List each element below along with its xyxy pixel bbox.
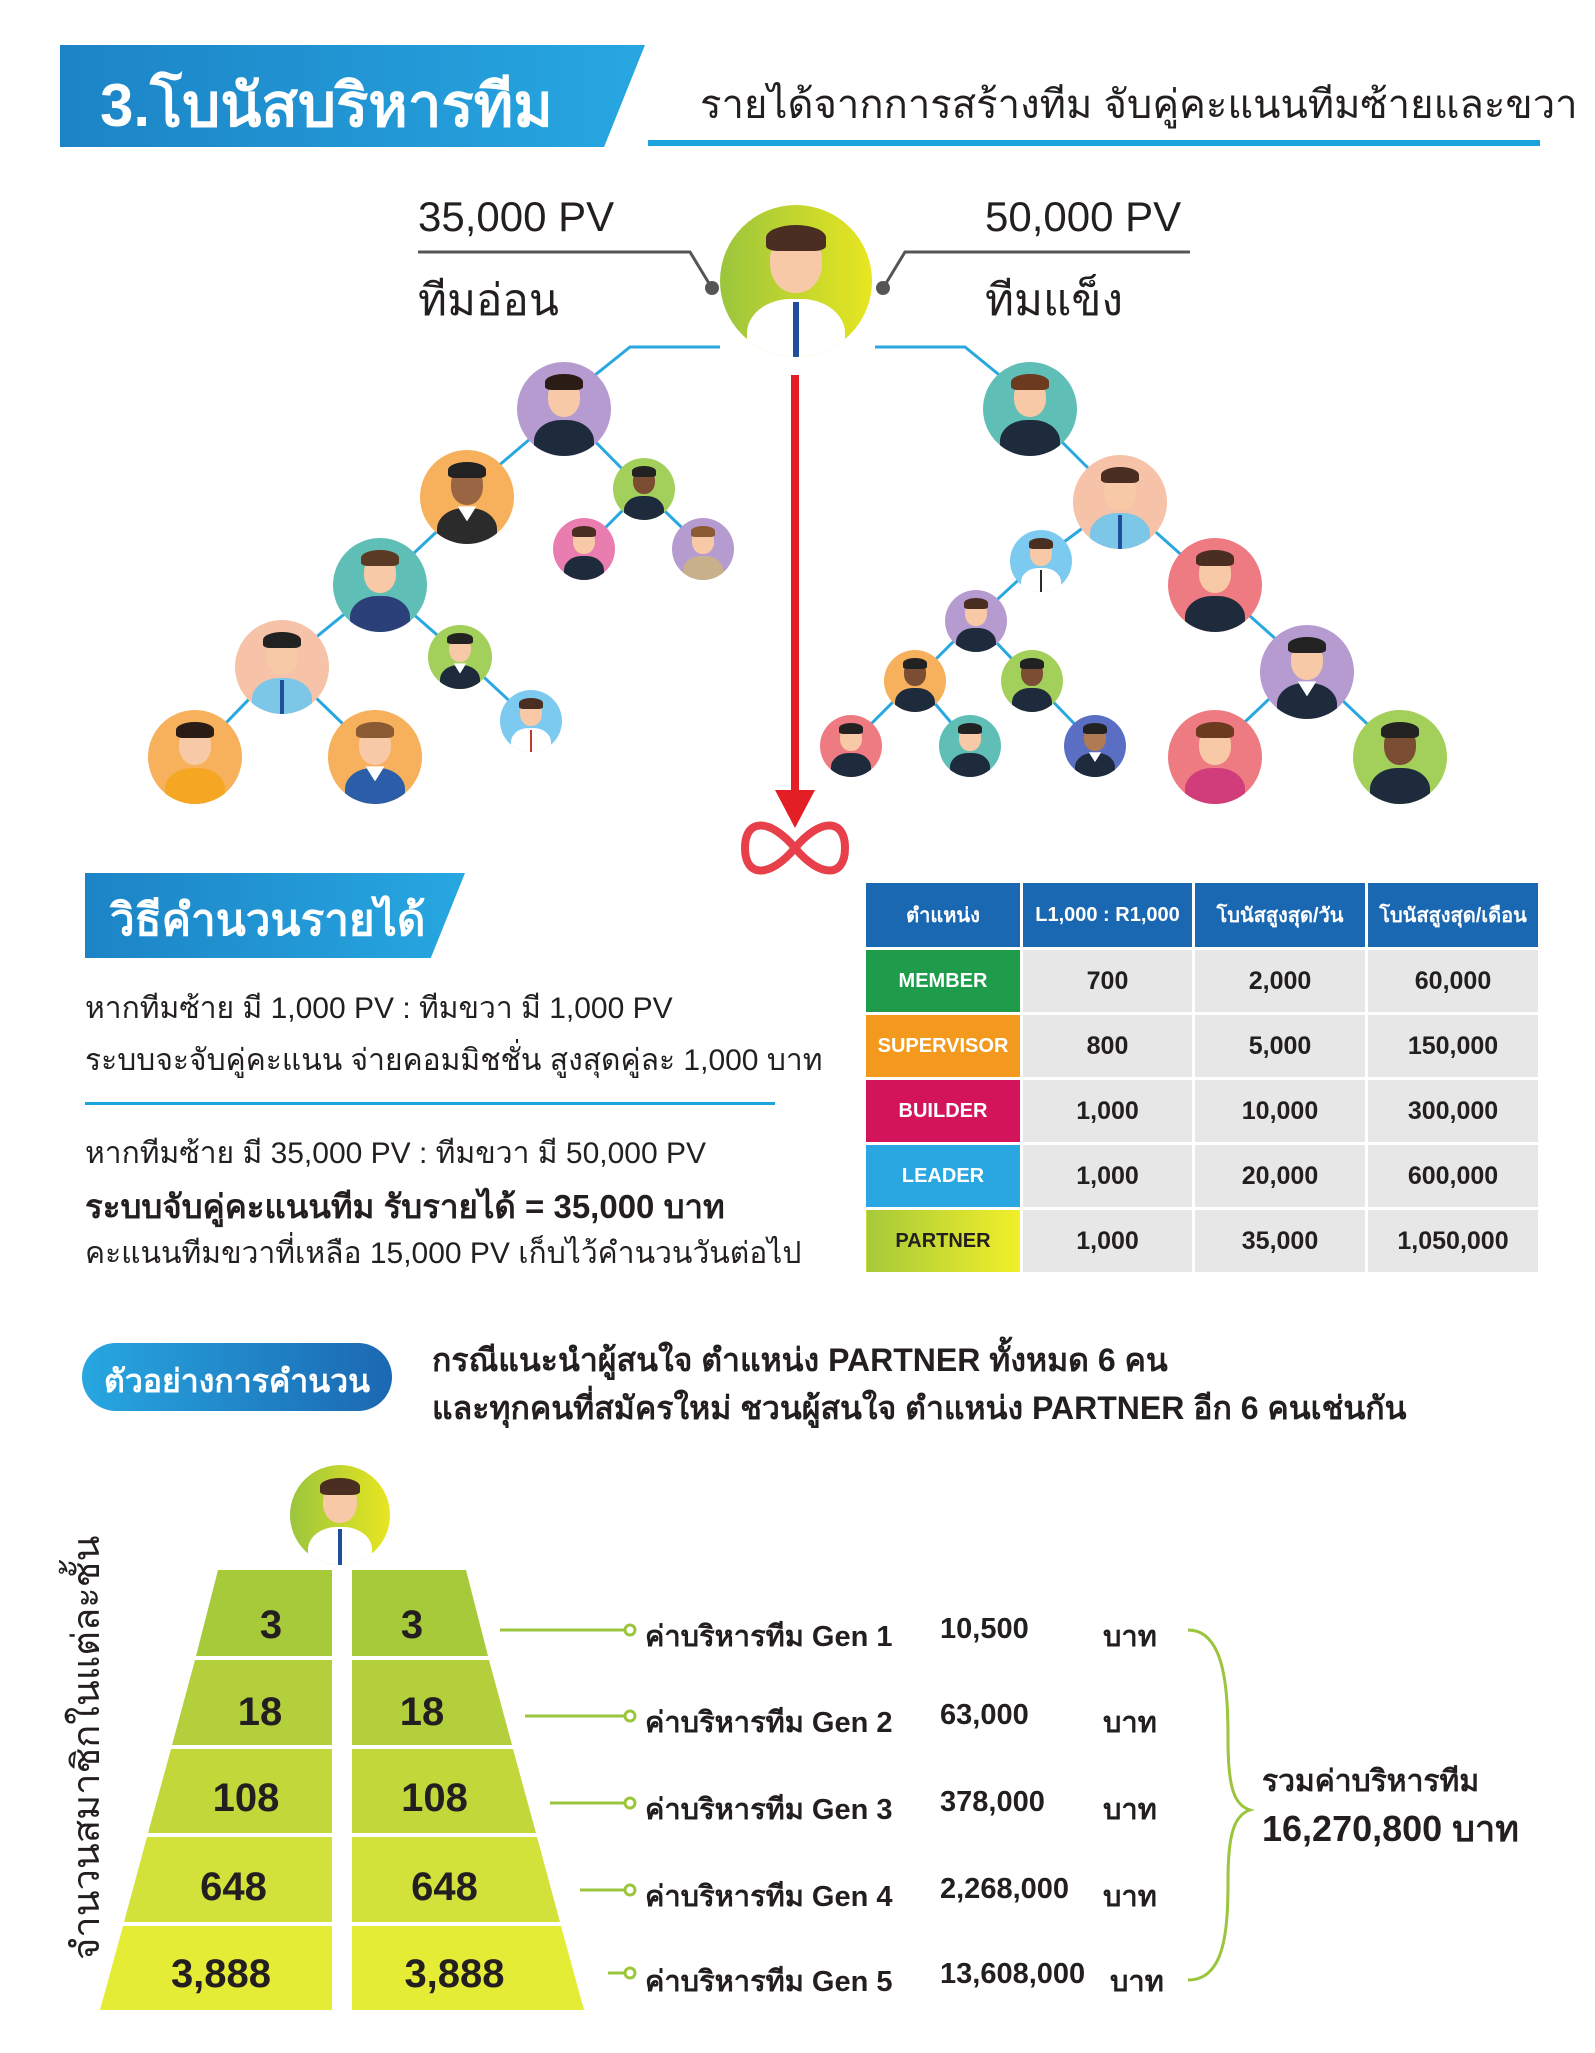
member-avatar — [945, 590, 1007, 652]
leader-avatar — [720, 205, 872, 357]
member-avatar — [428, 625, 492, 689]
member-avatar — [235, 620, 329, 714]
pyramid-right-level-3: 108 — [401, 1776, 468, 1820]
pair-bonus-cell: 800 — [1022, 1014, 1194, 1079]
member-avatar — [553, 518, 615, 580]
rank-cell: BUILDER — [865, 1079, 1022, 1144]
col-header-day: โบนัสสูงสุด/วัน — [1194, 882, 1367, 949]
member-avatar — [1010, 530, 1072, 592]
total-value: 16,270,800 บาท — [1262, 1808, 1519, 1849]
member-avatar — [884, 650, 946, 712]
member-avatar — [613, 458, 675, 520]
member-avatar — [1064, 715, 1126, 777]
pyramid-left-level-2: 18 — [237, 1690, 283, 1734]
gen-1-unit: บาท — [1103, 1621, 1157, 1653]
table-row — [865, 1014, 1540, 1079]
pair-bonus-cell: 700 — [1022, 949, 1194, 1014]
table-row — [865, 1144, 1540, 1209]
pyramid-left-level-1: 3 — [259, 1603, 283, 1647]
gen-1-label: ค่าบริหารทีม Gen 1 — [645, 1621, 893, 1653]
table-row — [865, 949, 1540, 1014]
member-avatar — [672, 518, 734, 580]
col-header-pair: L1,000 : R1,000 — [1022, 882, 1194, 949]
month-bonus-cell: 600,000 — [1367, 1144, 1540, 1209]
gen-5-value: 13,608,000 — [940, 1958, 1086, 1990]
example-pill-label: ตัวอย่างการคำนวน — [104, 1363, 370, 1399]
rank-cell: PARTNER — [865, 1209, 1022, 1274]
pair-bonus-cell: 1,000 — [1022, 1079, 1194, 1144]
gen-3-label: ค่าบริหารทีม Gen 3 — [645, 1794, 893, 1826]
pyramid-right-level-2: 18 — [399, 1690, 445, 1734]
method-line-5: คะแนนทีมขวาที่เหลือ 15,000 PV เก็บไว้คำนวนวันต่อไป — [85, 1237, 802, 1270]
gen-2-label: ค่าบริหารทีม Gen 2 — [645, 1707, 893, 1739]
day-bonus-cell: 35,000 — [1194, 1209, 1367, 1274]
rank-cell: SUPERVISOR — [865, 1014, 1022, 1079]
gen-4-value: 2,268,000 — [940, 1873, 1070, 1905]
gen-3-unit: บาท — [1103, 1794, 1157, 1826]
page-title: 3.โบนัสบริหารทีม — [100, 72, 553, 139]
rank-bonus-table — [863, 880, 1541, 1275]
gen-5-unit: บาท — [1110, 1966, 1164, 1998]
method-line-2: ระบบจะจับคู่คะแนน จ่ายคอมมิชชั่น สูงสุดคู่ละ 1,000 บาท — [85, 1044, 823, 1077]
left-team-pv: 35,000 PV — [418, 193, 615, 240]
gen-2-value: 63,000 — [940, 1699, 1029, 1731]
month-bonus-cell: 60,000 — [1367, 949, 1540, 1014]
table-row — [865, 1209, 1540, 1274]
case-line-1: กรณีแนะนำผู้สนใจ ตำแหน่ง PARTNER ทั้งหมด 6 คน — [432, 1342, 1168, 1378]
gen-4-label: ค่าบริหารทีม Gen 4 — [645, 1881, 893, 1913]
case-line-2: และทุกคนที่สมัครใหม่ ชวนผู้สนใจ ตำแหน่ง PARTNER อีก 6 คนเช่นกัน — [432, 1390, 1407, 1426]
day-bonus-cell: 2,000 — [1194, 949, 1367, 1014]
member-avatar — [1001, 650, 1063, 712]
pair-bonus-cell: 1,000 — [1022, 1209, 1194, 1274]
member-avatar — [939, 715, 1001, 777]
method-line-1: หากทีมซ้าย มี 1,000 PV : ทีมขวา มี 1,000 PV — [85, 992, 673, 1025]
day-bonus-cell: 5,000 — [1194, 1014, 1367, 1079]
pair-bonus-cell: 1,000 — [1022, 1144, 1194, 1209]
month-bonus-cell: 150,000 — [1367, 1014, 1540, 1079]
table-header-row — [865, 882, 1540, 949]
member-avatar — [983, 362, 1077, 456]
col-header-month: โบนัสสูงสุด/เดือน — [1367, 882, 1540, 949]
member-avatar — [1168, 538, 1262, 632]
gen-1-value: 10,500 — [940, 1613, 1029, 1645]
method-line-4: ระบบจับคู่คะแนนทีม รับรายได้ = 35,000 บาท — [85, 1188, 725, 1225]
method-divider — [85, 1102, 775, 1105]
pyramid-side-label: จำนวนสมาชิกในแต่ละชั้น — [66, 1535, 108, 1960]
member-avatar — [1260, 625, 1354, 719]
month-bonus-cell: 1,050,000 — [1367, 1209, 1540, 1274]
member-avatar — [1168, 710, 1262, 804]
page-subtitle: รายได้จากการสร้างทีม จับคู่คะแนนทีมซ้ายและขวา — [700, 83, 1578, 127]
gen-3-value: 378,000 — [940, 1786, 1045, 1818]
day-bonus-cell: 20,000 — [1194, 1144, 1367, 1209]
method-title: วิธีคำนวนรายได้ — [110, 896, 426, 945]
pyramid-right-level-4: 648 — [411, 1865, 478, 1909]
month-bonus-cell: 300,000 — [1367, 1079, 1540, 1144]
member-avatar — [333, 538, 427, 632]
gen-5-label: ค่าบริหารทีม Gen 5 — [645, 1966, 893, 1998]
right-team-name: ทีมแข็ง — [985, 276, 1123, 325]
right-team-pv: 50,000 PV — [985, 193, 1182, 240]
member-avatar — [820, 715, 882, 777]
pyramid-right-level-5: 3,888 — [404, 1952, 505, 1996]
pyramid-left-level-5: 3,888 — [170, 1952, 272, 1996]
pyramid-left-level-3: 108 — [212, 1776, 280, 1820]
left-team-name: ทีมอ่อน — [418, 276, 559, 325]
day-bonus-cell: 10,000 — [1194, 1079, 1367, 1144]
member-avatar — [1073, 455, 1167, 549]
table-row — [865, 1079, 1540, 1144]
rank-cell: LEADER — [865, 1144, 1022, 1209]
total-label: รวมค่าบริหารทีม — [1262, 1765, 1480, 1798]
col-header-rank: ตำแหน่ง — [865, 882, 1022, 949]
gen-2-unit: บาท — [1103, 1707, 1157, 1739]
gen-4-unit: บาท — [1103, 1881, 1157, 1913]
pyramid-right-level-1: 3 — [400, 1603, 424, 1647]
method-line-3: หากทีมซ้าย มี 35,000 PV : ทีมขวา มี 50,000 PV — [85, 1137, 706, 1170]
member-avatar — [328, 710, 422, 804]
rank-cell: MEMBER — [865, 949, 1022, 1014]
sponsor-avatar — [290, 1465, 390, 1565]
member-avatar — [517, 362, 611, 456]
member-avatar — [1353, 710, 1447, 804]
member-avatar — [148, 710, 242, 804]
pyramid-left-level-4: 648 — [200, 1865, 267, 1909]
member-avatar — [420, 450, 514, 544]
member-avatar — [500, 690, 562, 752]
